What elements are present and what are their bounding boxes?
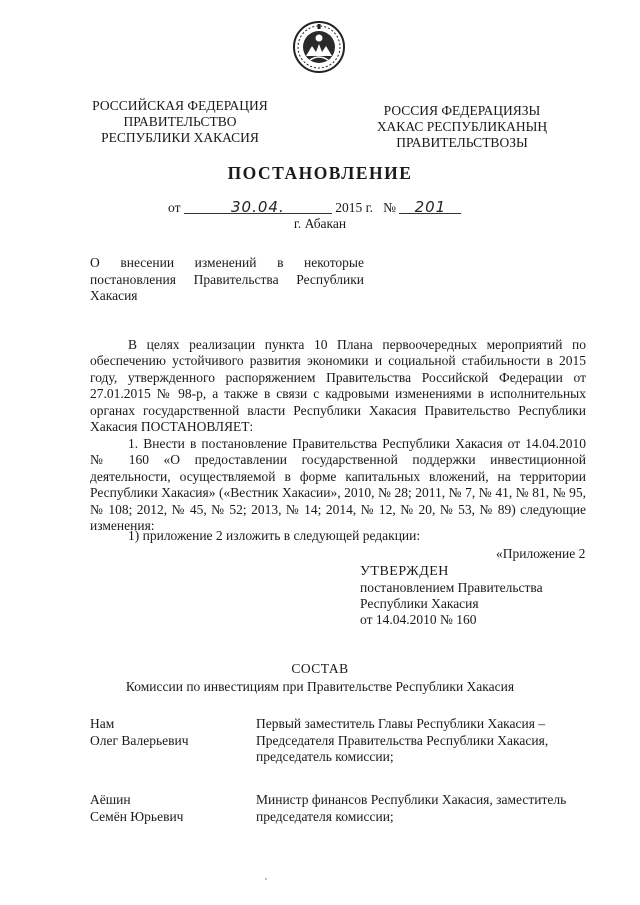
composition-title: СОСТАВ — [291, 661, 349, 676]
header-left — [78, 98, 282, 146]
member-name — [90, 792, 250, 825]
number-label: № — [383, 200, 397, 215]
document-subject: О внесении изменений в некоторые постановления Правительства Республики Хакасия — [90, 255, 364, 303]
paragraph-subitem-1: 1) приложение 2 изложить в следующей редакции: — [128, 528, 421, 543]
header-left-line: ПРАВИТЕЛЬСТВО — [123, 114, 237, 129]
scan-speck — [265, 878, 267, 880]
approved-line: постановлением Правительства — [360, 580, 543, 595]
paragraph-item-1: 1. Внести в постановление Правительства Республики Хакасия от 14.04.2010 № 160 «О предоставлении государственной поддержки инвестиционной деятельности, осуществляемой в форме капитальных вложений, на территории Республики Хакасия» («Вестник Хакасии», 2010, № 28; 2011, № 7, № 41, № 81, № 95, № 108; 2012, № 45, № 52; 2013, № 14; 2014, № 12, № 20, № 53, № 89) следующие изменения: — [90, 436, 586, 534]
approval-block — [360, 564, 543, 628]
approved-line: от 14.04.2010 № 160 — [360, 612, 477, 627]
member-given-names: Семён Юрьевич — [90, 808, 184, 824]
member-surname: Нам — [90, 716, 115, 731]
approved-word: УТВЕРЖДЕН — [360, 564, 449, 579]
document-title: ПОСТАНОВЛЕНИЕ — [227, 163, 413, 183]
year-label: 2015 г. — [335, 200, 373, 215]
from-label: от — [168, 200, 181, 215]
composition-subtitle: Комиссии по инвестициям при Правительстве Республики Хакасия — [125, 679, 515, 694]
date-field — [184, 198, 332, 214]
member-surname: Аёшин — [90, 792, 131, 807]
approved-line: Республики Хакасия — [360, 596, 479, 611]
number-handwritten: 201 — [414, 198, 447, 216]
member-role: Министр финансов Республики Хакасия, заместитель председателя комиссии; — [256, 792, 567, 824]
header-left-line: РОССИЙСКАЯ ФЕДЕРАЦИЯ — [92, 98, 268, 113]
member-role: Первый заместитель Главы Республики Хакасия – Председателя Правительства Республики Хакасия, председатель комиссии; — [256, 716, 549, 764]
header-left-line: РЕСПУБЛИКИ ХАКАСИЯ — [101, 130, 259, 145]
coat-of-arms-icon — [292, 20, 346, 74]
header-right — [360, 103, 564, 151]
member-name — [90, 716, 250, 749]
header-right-line: ХАКАС РЕСПУБЛИКАНЫҢ — [376, 119, 548, 134]
number-field — [399, 198, 461, 214]
member-given-names: Олег Валерьевич — [90, 732, 189, 748]
date-line — [168, 198, 461, 216]
header-right-line: РОССИЯ ФЕДЕРАЦИЯЗЫ — [383, 103, 541, 118]
appendix-label: «Приложение 2 — [496, 546, 586, 561]
date-handwritten: 30.04. — [231, 198, 285, 216]
city-label: г. Абакан — [293, 216, 347, 231]
paragraph-preamble: В целях реализации пункта 10 Плана первоочередных мероприятий по обеспечению устойчивого развития экономики и социальной стабильности в 2015 году, утвержденного распоряжением Правительства Российской Федерации от 27.01.2015 № 98-р, а также в связи с кадровыми изменениями в исполнительных органах государственной власти Республики Хакасия Правительство Республики Хакасия ПОСТАНОВЛЯЕТ: — [90, 337, 586, 435]
header-right-line: ПРАВИТЕЛЬСТВОЗЫ — [396, 135, 528, 150]
